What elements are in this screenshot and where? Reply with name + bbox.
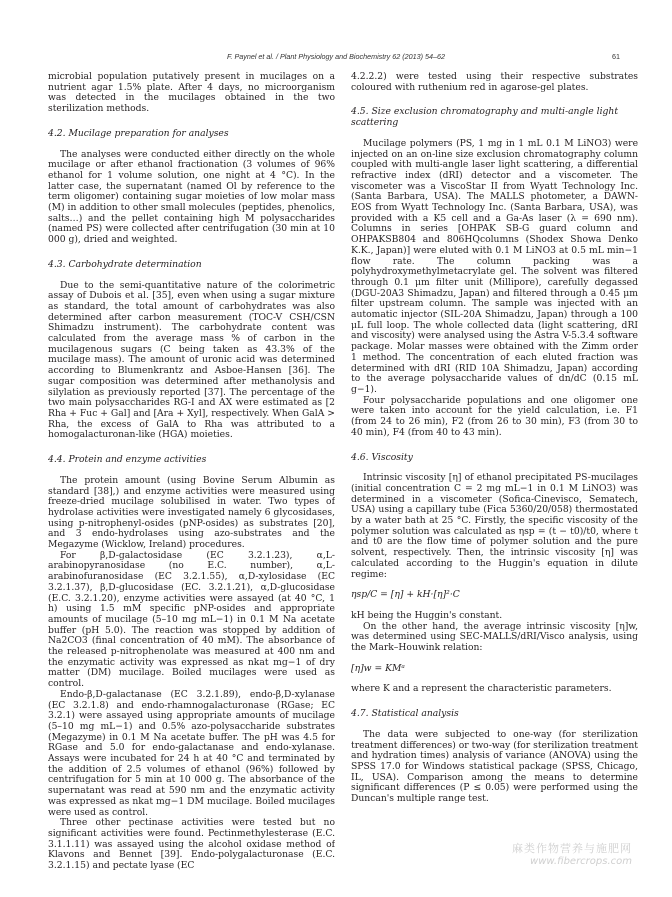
paragraph: Due to the semi-quantitative nature of the colorimetric assay of Dubois et al. [35], even when using a sugar mixture as standard, the total amount of carbohydrates was also determined after carbon measurement (TOC-V CSH/CSN Shimadzu instrument). The carbohydrate content was calculated from the average mass % of carbon in the mucilagenous sugars (C being taken as 43.3% of the mucilage mass). The amount of uronic acid was determined according to Blumenkrantz and Asboe-Hansen [36]. The sugar composition was determined after methanolysis and silylation as previously reported [37]. The percentage of the two main polysaccharides RG-I and AX were estimated as [2 Rha + Fuc + Gal] and [Ara + Xyl], respectively. When GalA > Rha, the excess of GalA to Rha was attributed to a homogalacturonan-like (HGA) moieties. xyxy=(48,279,335,441)
running-header xyxy=(48,52,624,66)
paragraph: kH being the Huggin's constant. xyxy=(351,609,503,621)
journal-citation: F. Paynel et al. / Plant Physiology and Biochemistry 62 (2013) 54–62 xyxy=(226,52,445,61)
paragraph: On the other hand, the average intrinsic viscosity [η]w, was determined using SEC-MALLS/dRI/Visco analysis, using the Mark–Houwink relation: xyxy=(351,620,638,654)
equation-huggins: ηsp/C = [η] + kH·[η]²·C xyxy=(351,589,460,601)
watermark-url: www.fibercrops.com xyxy=(530,856,632,867)
paragraph: where K and a represent the characteristic parameters. xyxy=(351,683,612,695)
section-heading: 4.3. Carbohydrate determination xyxy=(48,258,202,270)
paragraph: Mucilage polymers (PS, 1 mg in 1 mL 0.1 M LiNO3) were injected on an on-line size exclusion chromatography column coupled with multi-angle laser light scattering, a differential refractive index (dRI) detector and a viscometer. The viscometer was a ViscoStar II from Wyatt Technology Inc. (Santa Barbara, USA). The MALLS photometer, a DAWN-EOS from Wyatt Technology Inc. (Santa Barbara, USA), was provided with a K5 cell and a Ga-As laser (λ = 690 nm). Columns in series [OHPAK SB-G guard column and OHPAKSB804 and 806HQcolumns (Shodex Showa Denko K.K., Japan)] were eluted with 0.1 M LiNO3 at 0.5 mL min−1 flow rate. The column packing was a polyhydroxymethylmetacrylate gel. The solvent was filtered through 0.1 μm filter unit (Millipore), carefully degassed (DGU-20A3 Shimadzu, Japan) and filtered through a 0.45 μm filter upstream column. The sample was injected with an automatic injector (SIL-20A Shimadzu, Japan) through a 100 μL full loop. The whole collected data (light scattering, dRI and viscosity) were analysed using the Astra V-5.3.4 software package. Molar masses were obtained with the Zimm order 1 method. The concentration of each eluted fraction was determined with dRI (RID 10A Shimadzu, Japan) according to the average polysaccharide values of dn/dC (0.15 mL g−1). xyxy=(351,137,638,395)
paragraph: Four polysaccharide populations and one oligomer one were taken into account for the yield calculation, i.e. F1 (from 24 to 26 min), F2 (from 26 to 30 min), F3 (from 30 to 40 min), F4 (from 40 to 43 min). xyxy=(351,394,638,438)
section-heading: 4.4. Protein and enzyme activities xyxy=(48,454,207,466)
section-heading: 4.5. Size exclusion chromatography and multi-angle light scattering xyxy=(351,106,619,129)
paragraph: The protein amount (using Bovine Serum Albumin as standard [38],) and enzyme activities were measured using freeze-dried mucilage solubilised in water. Two types of hydrolase activities were investigated namely 6 glycosidases, using p-nitrophenyl-osides (pNP-osides) as substrates [20], and 3 endo-hydrolases using azo-substrates and the Megazyme (Wicklow, Ireland) procedures. xyxy=(48,474,335,551)
watermark xyxy=(512,840,632,867)
paragraph: Intrinsic viscosity [η] of ethanol precipitated PS-mucilages (initial concentration C = 2 mg mL−1 in 0.1 M LiNO3) was determined in a viscometer (Sofica-Cinevisco, Sematech, USA) using a capillary tube (Fica 5360/20/058) thermostated by a water bath at 25 °C. Firstly, the specific viscosity of the polymer solution was calculated as ηsp = (t − t0)/t0, where t and t0 are the flow time of polymer solution and the pure solvent, respectively. Then, the intrinsic viscosity [η] was calculated according to the Huggin's equation in dilute regime: xyxy=(351,472,638,580)
paragraph: microbial population putatively present in mucilages on a nutrient agar 1.5% plate. After 4 days, no microorganism was detected in the mucilages obtained in the two sterilization methods. xyxy=(48,72,335,115)
section-heading: 4.6. Viscosity xyxy=(351,451,413,463)
paragraph: For β,D-galactosidase (EC 3.2.1.23), α,L-arabinopyranosidase (no E.C. number), α,L-arabinofuranosidase (EC 3.2.1.55), α,D-xylosidase (EC 3.2.1.37), β,D-glucosidase (EC. 3.2.1.21), α,D-glucosidase (E.C. 3.2.1.20), enzyme activities were assayed (at 40 °C, 1 h) using 1.5 mM specific pNP-osides and appropriate amounts of mucilage (5–10 mg mL−1) in 0.1 M Na acetate buffer (pH 5.0). The reaction was stopped by addition of Na2CO3 (final concentration of 40 mM). The absorbance of the released p-nitrophenolate was measured at 400 nm and the enzymatic activity was expressed as nkat mg−1 of dry matter (DM) mucilage. Boiled mucilages were used as control. xyxy=(48,549,335,690)
paragraph: The data were subjected to one-way (for sterilization treatment differences) or two-way (for sterilization treatment and hydration times) analysis of variance (ANOVA) using the SPSS 17.0 for Windows statistical package (SPSS, Chicago, IL, USA). Comparison among the means to determine significant differences (P ≤ 0.05) were performed using the Duncan's multiple range test. xyxy=(351,728,638,805)
left-column xyxy=(48,72,335,872)
right-column xyxy=(351,72,638,872)
section-heading: 4.2. Mucilage preparation for analyses xyxy=(48,127,229,139)
equation-mark-houwink: [η]w = KMᵃ xyxy=(351,662,405,674)
paragraph: Three other pectinase activities were tested but no significant activities were found. Pectinmethylesterase (E.C. 3.1.1.11) was assayed using the alcohol oxidase method of Klavons and Bennet [39]. Endo-polygalacturonase (E.C. 3.2.1.15) and pectate lyase (EC xyxy=(48,817,335,872)
page-number: 61 xyxy=(612,52,620,61)
paragraph: The analyses were conducted either directly on the whole mucilage or after ethanol fractionation (3 volumes of 96% ethanol for 1 volume solution, one night at 4 °C). In the latter case, the supernatant (named Ol by reference to the term oligomer) containing sugar moieties of low molar mass (M) in addition to other small molecules (peptides, phenolics, salts…) and the pellet containing high M polysaccharides (named PS) were collected after centrifugation (30 min at 10 000 g), dried and weighted. xyxy=(48,148,335,246)
paragraph: Endo-β,D-galactanase (EC 3.2.1.89), endo-β,D-xylanase (EC 3.2.1.8) and endo-rhamnogalacturonase (RGase; EC 3.2.1) were assayed using appropriate amounts of mucilage (5–10 mg mL−1) and 0.5% azo-polysaccharide substrates (Megazyme) in 0.1 M Na acetate buffer. The pH was 4.5 for RGase and 5.0 for endo-galactanase and endo-xylanase. Assays were incubated for 24 h at 40 °C and terminated by the addition of 2.5 volumes of ethanol (96%) followed by centrifugation for 5 min at 10 000 g. The absorbance of the supernatant was read at 590 nm and the enzymatic activity was expressed as nkat mg−1 DM mucilage. Boiled mucilages were used as control. xyxy=(48,688,335,818)
section-heading: 4.7. Statistical analysis xyxy=(351,708,459,720)
watermark-site-name: 麻类作物营养与施肥网 xyxy=(512,842,632,855)
paragraph: 4.2.2.2) were tested using their respective substrates coloured with ruthenium red in agarose-gel plates. xyxy=(351,72,638,93)
